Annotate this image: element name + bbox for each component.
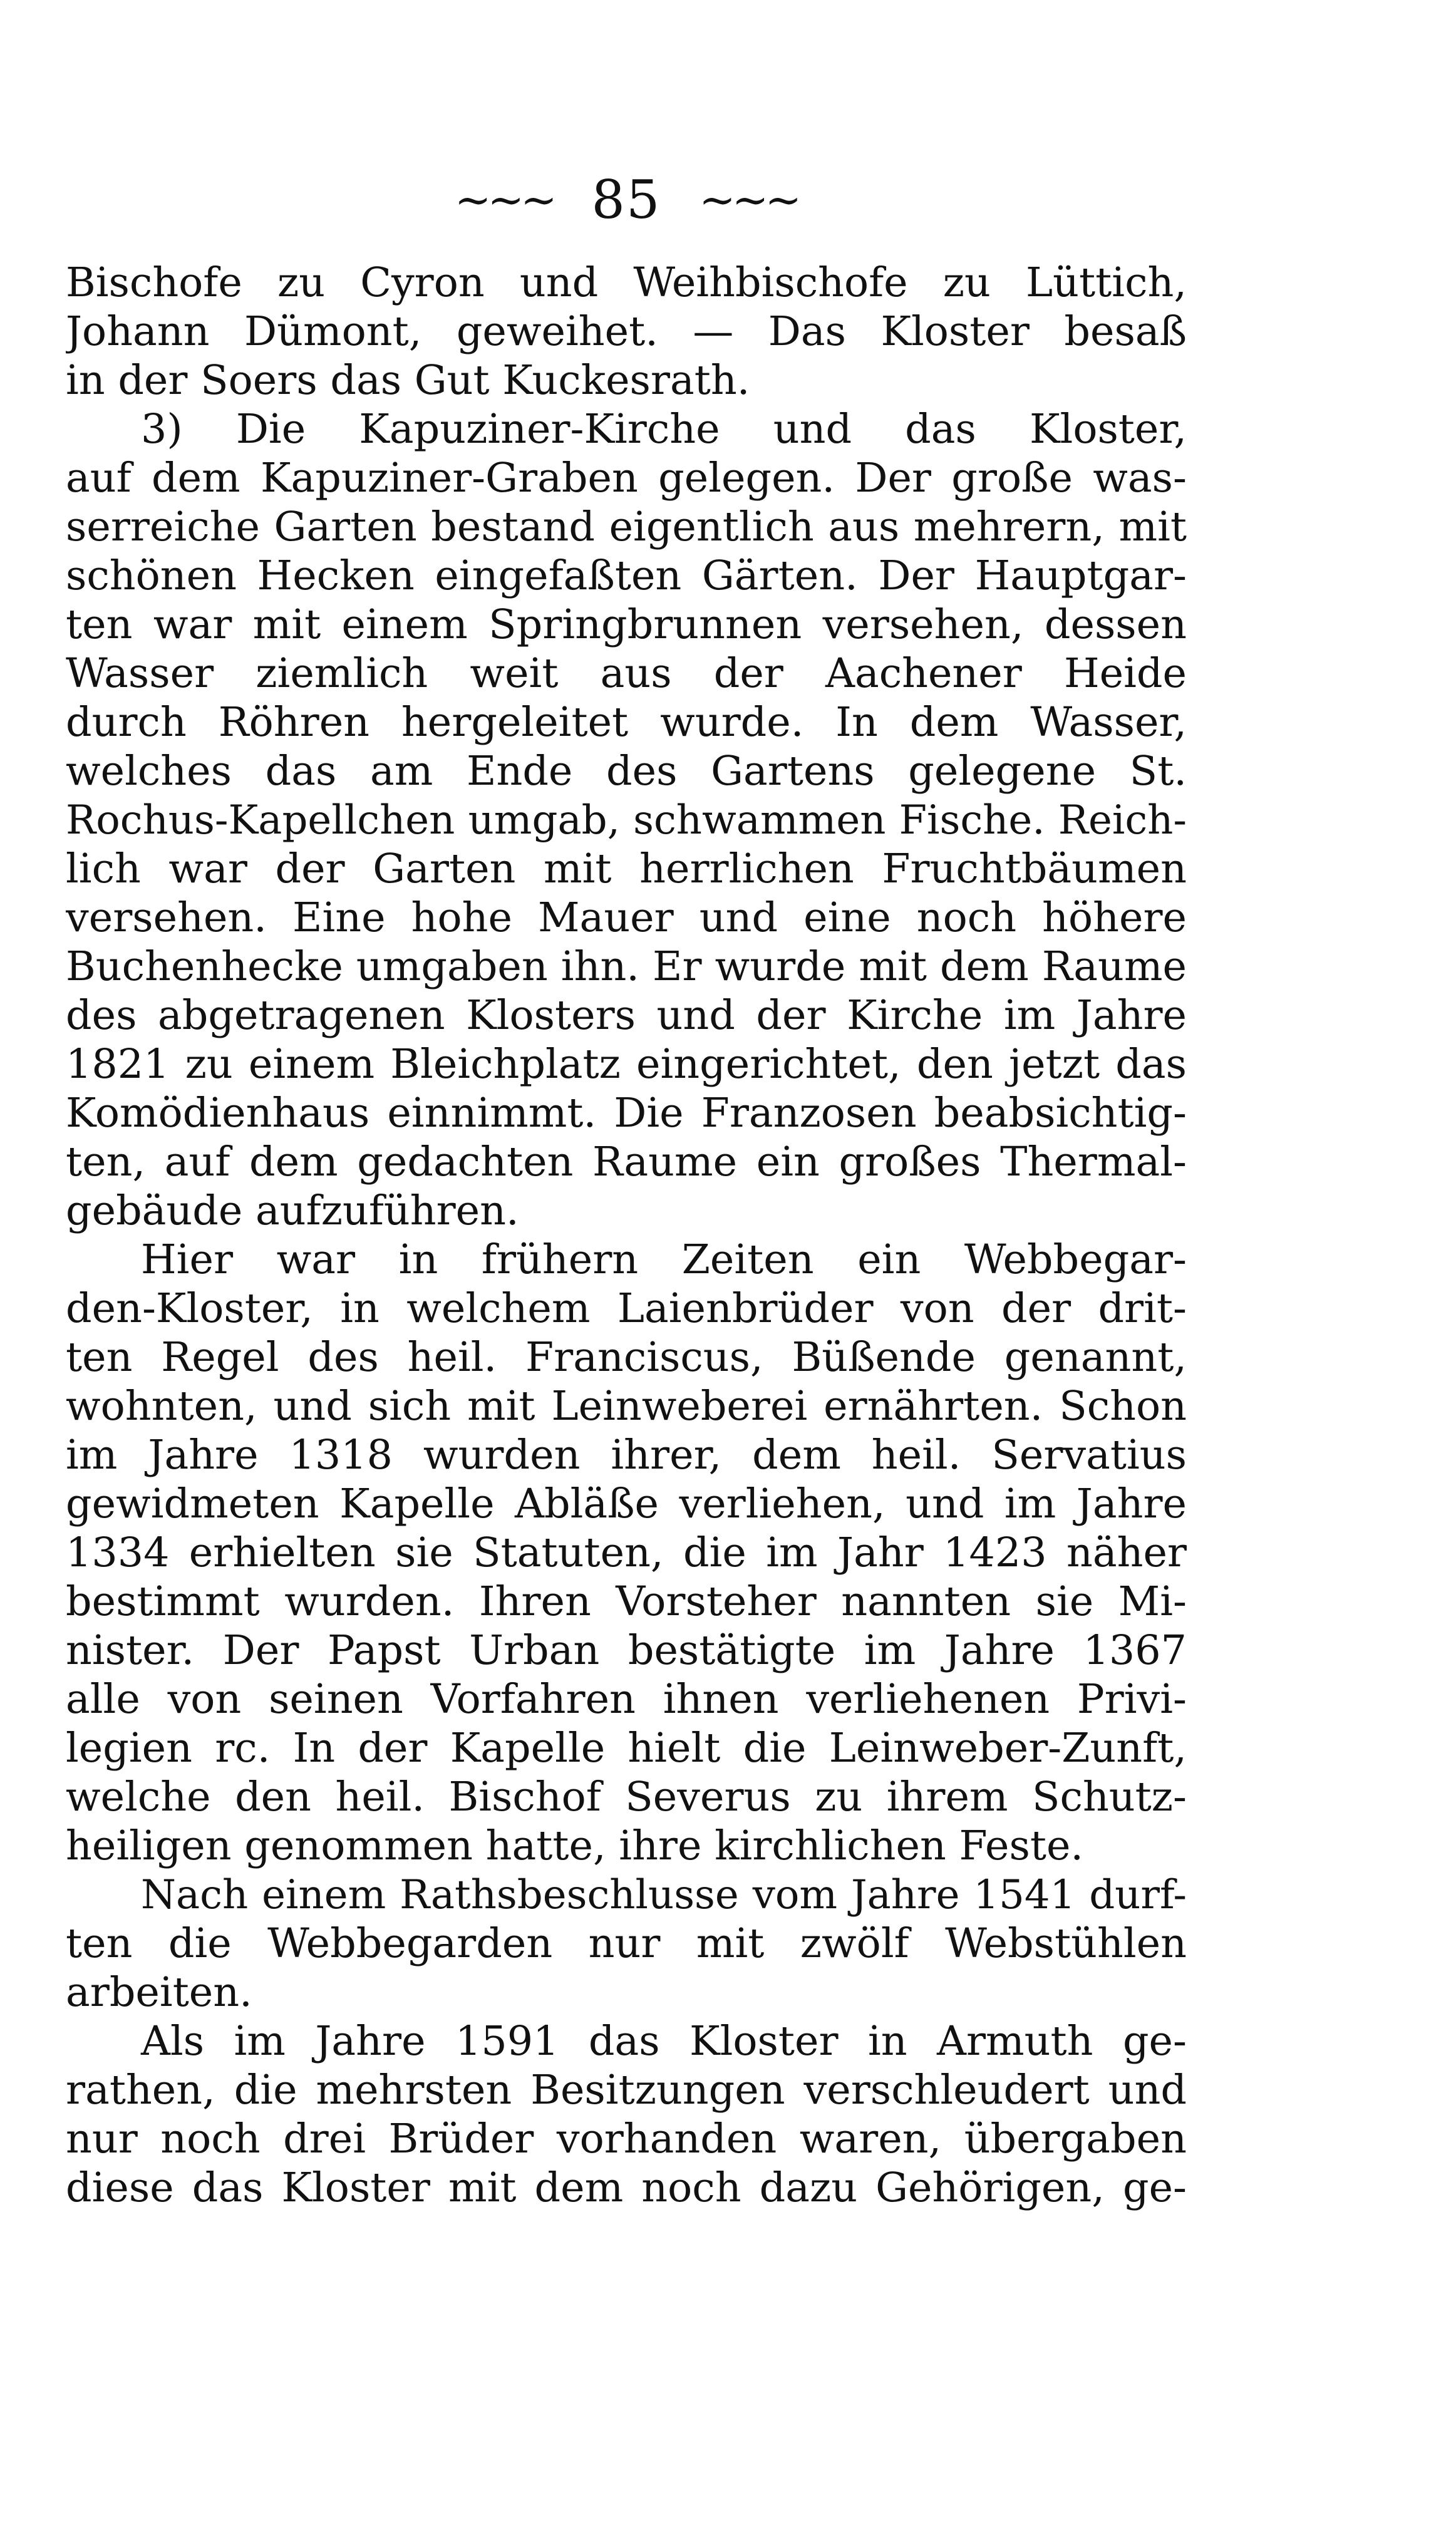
- text-line: bestimmt wurden. Ihren Vorsteher nannten sie Mi-: [66, 1578, 1187, 1625]
- text-line: rathen, die mehrsten Besitzungen verschleudert und: [66, 2067, 1187, 2114]
- text-line: Als im Jahre 1591 das Kloster in Armuth ge-: [141, 2018, 1187, 2065]
- ornament-left: ~~~: [454, 174, 554, 225]
- text-line: lich war der Garten mit herrlichen Fruchtbäumen: [66, 845, 1187, 892]
- text-line: Wasser ziemlich weit aus der Aachener Heide: [66, 650, 1187, 697]
- text-line: schönen Hecken eingefaßten Gärten. Der Hauptgar-: [66, 552, 1187, 599]
- text-line: nister. Der Papst Urban bestätigte im Jahre 1367: [66, 1627, 1187, 1674]
- text-line: ten, auf dem gedachten Raume ein großes Thermal-: [66, 1139, 1187, 1186]
- book-page: [66, 169, 1187, 2213]
- text-line: diese das Kloster mit dem noch dazu Gehörigen, ge-: [66, 2164, 1187, 2211]
- text-line: auf dem Kapuziner-Graben gelegen. Der große was-: [66, 455, 1187, 502]
- text-line: ten war mit einem Springbrunnen versehen, dessen: [66, 601, 1187, 648]
- text-line: den-Kloster, in welchem Laienbrüder von der drit-: [66, 1285, 1187, 1332]
- text-line: Johann Dümont, geweihet. — Das Kloster besaß: [66, 308, 1187, 355]
- text-line: welches das am Ende des Gartens gelegene St.: [66, 748, 1187, 795]
- paragraph: [66, 1236, 1187, 1871]
- text-line: im Jahre 1318 wurden ihrer, dem heil. Servatius: [66, 1432, 1187, 1479]
- text-line: 1821 zu einem Bleichplatz eingerichtet, den jetzt das: [66, 1041, 1187, 1088]
- ornament-right: ~~~: [699, 174, 798, 225]
- text-line: durch Röhren hergeleitet wurde. In dem Wasser,: [66, 699, 1187, 746]
- text-line: Komödienhaus einnimmt. Die Franzosen beabsichtig-: [66, 1090, 1187, 1137]
- text-body: [66, 259, 1187, 2213]
- text-line: in der Soers das Gut Kuckesrath.: [66, 357, 750, 404]
- text-line: gebäude aufzuführen.: [66, 1187, 519, 1234]
- paragraph: [66, 1871, 1187, 2017]
- text-line: heiligen genommen hatte, ihre kirchlichen Feste.: [66, 1822, 1084, 1869]
- text-line: 3) Die Kapuziner-Kirche und das Kloster,: [141, 406, 1187, 453]
- text-line: ten Regel des heil. Franciscus, Büßende genannt,: [66, 1334, 1187, 1381]
- text-line: alle von seinen Vorfahren ihnen verliehenen Privi-: [66, 1676, 1187, 1723]
- text-line: versehen. Eine hohe Mauer und eine noch höhere: [66, 894, 1187, 941]
- text-line: des abgetragenen Klosters und der Kirche im Jahre: [66, 992, 1187, 1039]
- text-line: Rochus-Kapellchen umgab, schwammen Fische. Reich-: [66, 797, 1187, 844]
- text-line: wohnten, und sich mit Leinweberei ernährten. Schon: [66, 1383, 1187, 1430]
- text-line: arbeiten.: [66, 1969, 252, 2016]
- text-line: Bischofe zu Cyron und Weihbischofe zu Lüttich,: [66, 259, 1187, 306]
- page-number: 85: [591, 169, 661, 230]
- paragraph: [66, 259, 1187, 405]
- text-line: welche den heil. Bischof Severus zu ihrem Schutz-: [66, 1774, 1187, 1821]
- paragraph: [66, 405, 1187, 1236]
- page-header: [66, 169, 1187, 230]
- text-line: Hier war in frühern Zeiten ein Webbegar-: [141, 1236, 1187, 1283]
- text-line: 1334 erhielten sie Statuten, die im Jahr 1423 näher: [66, 1529, 1187, 1576]
- text-line: legien rc. In der Kapelle hielt die Leinweber-Zunft,: [66, 1725, 1187, 1772]
- text-line: serreiche Garten bestand eigentlich aus mehrern, mit: [66, 504, 1187, 550]
- text-line: ten die Webbegarden nur mit zwölf Webstühlen: [66, 1920, 1187, 1967]
- paragraph: [66, 2017, 1187, 2213]
- text-line: nur noch drei Brüder vorhanden waren, übergaben: [66, 2116, 1187, 2163]
- text-line: Nach einem Rathsbeschlusse vom Jahre 1541 durf-: [141, 1872, 1187, 1918]
- text-line: Buchenhecke umgaben ihn. Er wurde mit dem Raume: [66, 943, 1187, 990]
- text-line: gewidmeten Kapelle Abläße verliehen, und im Jahre: [66, 1481, 1187, 1527]
